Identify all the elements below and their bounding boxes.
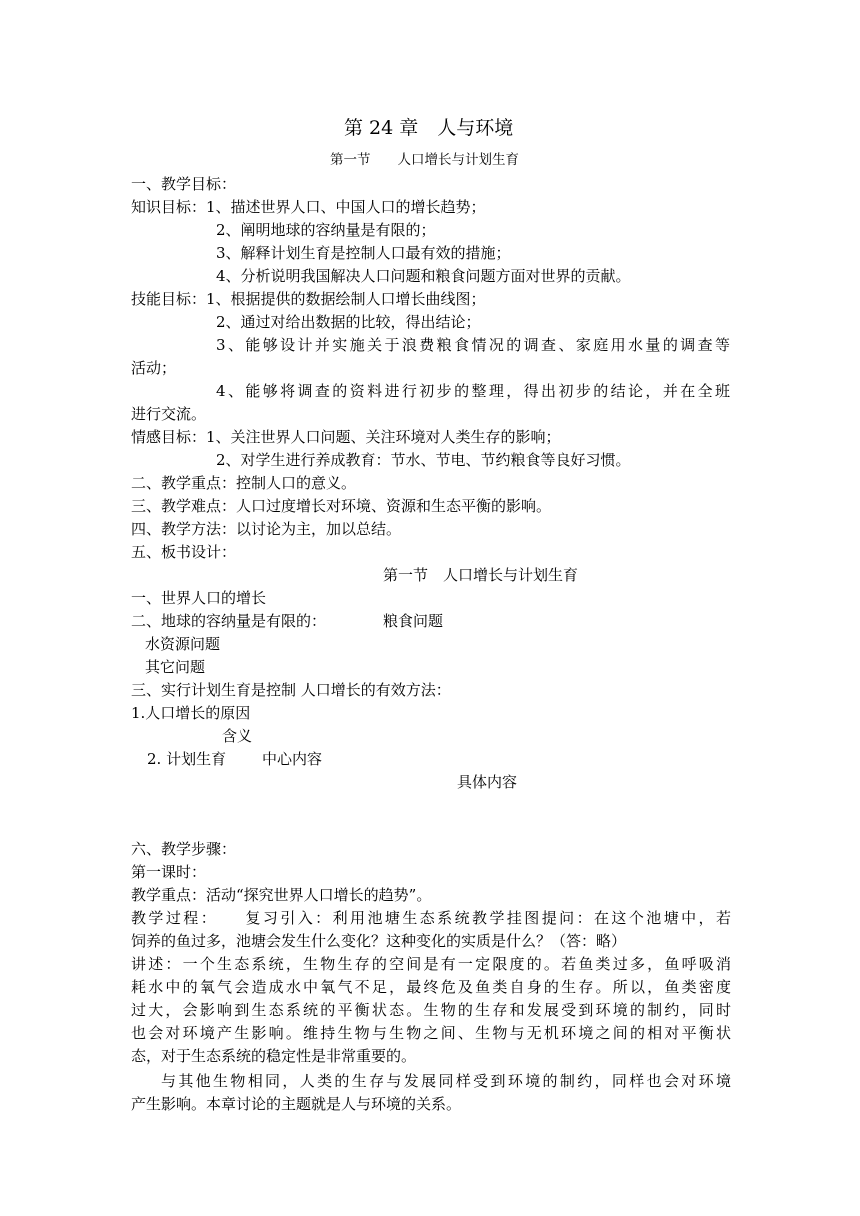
chapter-title: 第 24 章 人与环境 — [344, 117, 514, 139]
board-line: 三、实行计划生育是控制 人口增长的有效方法： — [131, 681, 451, 699]
lecture-line: 过大，会影响到生态系统的平衡状态。生物的生存和发展受到环境的制约，同时 — [131, 1001, 731, 1019]
board-line: 1.人口增长的原因 — [131, 704, 251, 722]
difficulty: 三、教学难点：人口过度增长对环境、资源和生态平衡的影响。 — [131, 497, 552, 515]
knowledge-goal-line: 2、阐明地球的容纳量是有限的； — [216, 221, 436, 239]
section-subtitle: 第一节 人口增长与计划生育 — [330, 152, 519, 168]
lecture-line: 耗水中的氧气会造成水中氧气不足，最终危及鱼类自身的生存。所以，鱼类密度 — [131, 978, 731, 996]
board-line: 含义 — [222, 727, 253, 745]
knowledge-goal-line: 知识目标：1、描述世界人口、中国人口的增长趋势； — [131, 198, 486, 216]
knowledge-goal-line: 4、分析说明我国解决人口问题和粮食问题方面对世界的贡献。 — [216, 267, 631, 285]
board-line: 2. 计划生育 — [147, 750, 227, 768]
lecture-line: 态，对于生态系统的稳定性是非常重要的。 — [131, 1047, 417, 1065]
board-heading: 五、板书设计： — [131, 543, 237, 561]
process-line: 饲养的鱼过多，池塘会发生什么变化？这种变化的实质是什么？（答：略） — [131, 932, 627, 950]
emotion-goal-line: 2、对学生进行养成教育：节水、节电、节约粮食等良好习惯。 — [216, 451, 631, 469]
skill-goal-line: 2、通过对给出数据的比较，得出结论； — [216, 313, 481, 331]
board-line: 具体内容 — [457, 773, 518, 791]
board-line: 粮食问题 — [383, 612, 444, 630]
board-line: 一、世界人口的增长 — [131, 589, 267, 607]
skill-goal-line: 3、能够设计并实施关于浪费粮食情况的调查、家庭用水量的调查等 — [216, 336, 730, 354]
board-line: 二、地球的容纳量是有限的： — [131, 612, 327, 630]
steps-heading: 六、教学步骤： — [131, 840, 237, 858]
emotion-goal-line: 情感目标：1、关注世界人口问题、关注环境对人类生存的影响； — [131, 428, 561, 446]
lesson-focus: 教学重点：活动“探究世界人口增长的趋势”。 — [131, 886, 432, 904]
board-line: 中心内容 — [262, 750, 323, 768]
goals-heading: 一、教学目标： — [131, 175, 237, 193]
skill-goal-line: 技能目标：1、根据提供的数据绘制人口增长曲线图； — [131, 290, 486, 308]
skill-goal-line: 活动； — [131, 359, 177, 377]
skill-goal-line: 进行交流。 — [131, 405, 207, 423]
board-title: 第一节 人口增长与计划生育 — [383, 566, 579, 584]
process-line: 教学过程： 复习引入：利用池塘生态系统教学挂图提问：在这个池塘中，若 — [131, 909, 731, 927]
intro-paragraph-line: 与其他生物相同，人类的生存与发展同样受到环境的制约，同样也会对环境 — [161, 1072, 731, 1090]
lecture-line: 也会对环境产生影响。维持生物与生物之间、生物与无机环境之间的相对平衡状 — [131, 1024, 731, 1042]
knowledge-goal-line: 3、解释计划生育是控制人口最有效的措施； — [216, 244, 511, 262]
lesson-label: 第一课时： — [131, 863, 207, 881]
lecture-line: 讲述：一个生态系统，生物生存的空间是有一定限度的。若鱼类过多，鱼呼吸消 — [131, 955, 731, 973]
board-line: 其它问题 — [145, 658, 206, 676]
intro-paragraph-line: 产生影响。本章讨论的主题就是人与环境的关系。 — [131, 1095, 462, 1113]
skill-goal-line: 4、能够将调查的资料进行初步的整理，得出初步的结论，并在全班 — [216, 382, 730, 400]
key-point: 二、教学重点：控制人口的意义。 — [131, 474, 357, 492]
teaching-method: 四、教学方法：以讨论为主，加以总结。 — [131, 520, 402, 538]
board-line: 水资源问题 — [145, 635, 221, 653]
